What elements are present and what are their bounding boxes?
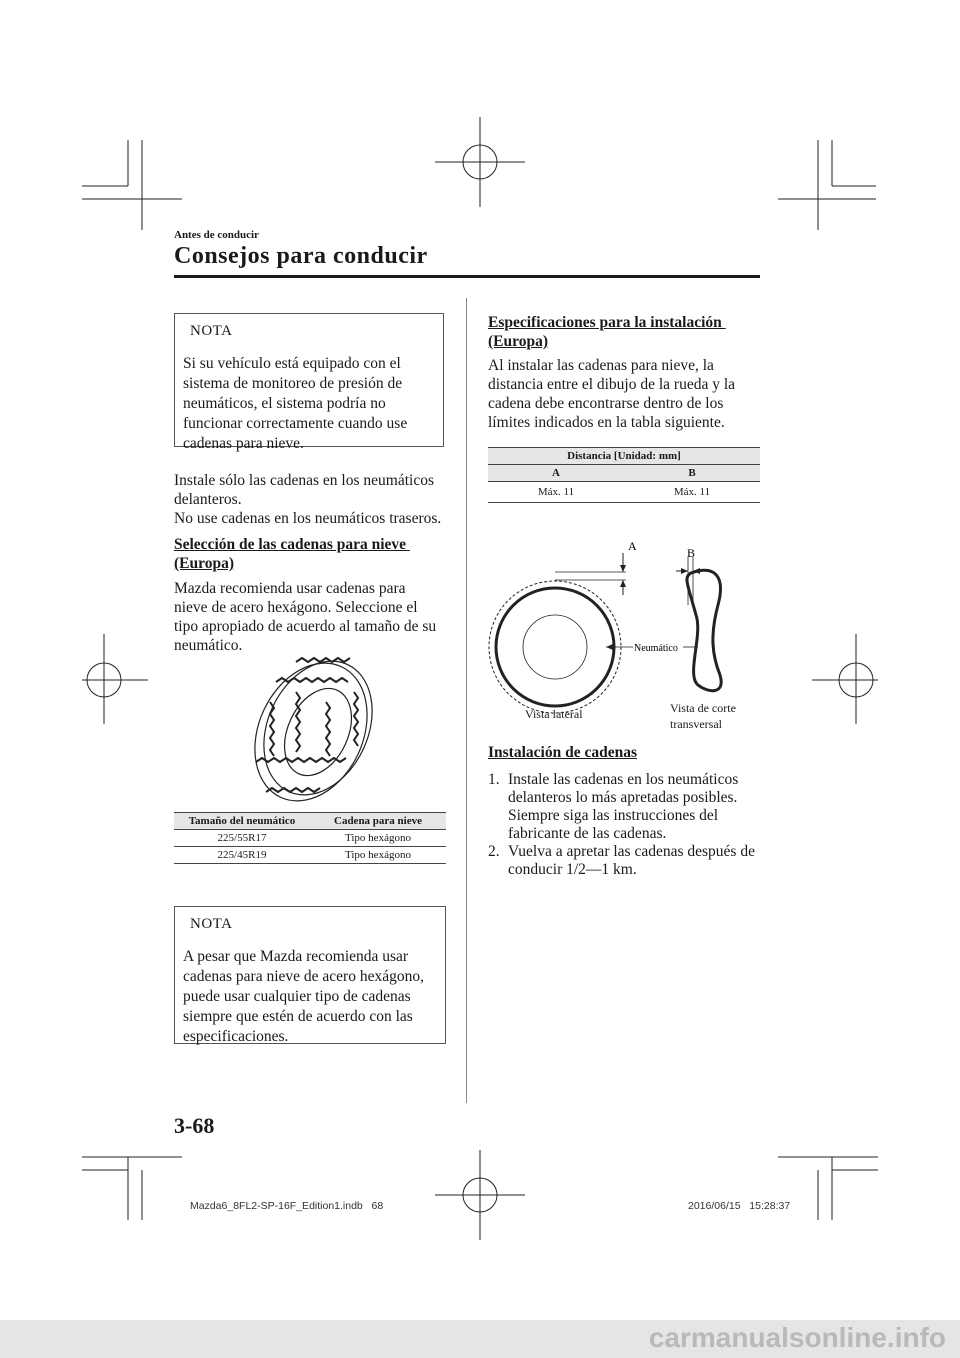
label-side-view: Vista lateral (525, 707, 583, 721)
table-cell: Máx. 11 (488, 482, 624, 503)
snow-chain-illustration (236, 652, 386, 808)
text-line: nieve de acero hexágono. Seleccione el (174, 599, 418, 616)
note-line: cadenas para nieve. (183, 435, 304, 452)
column-divider (466, 298, 467, 1103)
label-cross-section (670, 700, 736, 732)
table-cell: 225/45R19 (174, 847, 310, 864)
page-number: 3-68 (174, 1113, 215, 1138)
text-line: distancia entre el dibujo de la rueda y la (488, 376, 736, 393)
section-label: Antes de conducir (174, 229, 259, 241)
table-row (174, 830, 446, 847)
note-line: funcionar correctamente cuando use (183, 415, 408, 432)
text-line: delanteros. (174, 491, 242, 508)
note-text (183, 354, 443, 454)
heading-chain-selection (174, 535, 410, 573)
page-title: Consejos para conducir (174, 243, 428, 269)
table-header: A (488, 465, 624, 482)
table-header: Tamaño del neumático (174, 813, 310, 830)
table-row (174, 847, 446, 864)
distance-table (488, 447, 760, 503)
tire-size-table (174, 812, 446, 864)
note-line: puede usar cualquier tipo de cadenas (183, 988, 411, 1005)
text-line: cadena debe encontrarse dentro de los (488, 395, 724, 412)
installation-steps (488, 771, 763, 879)
heading-chain-installation: Instalación de cadenas (488, 744, 637, 761)
heading-line: Especificaciones para la instalación (488, 314, 726, 331)
watermark-text: carmanualsonline.info (648, 1322, 946, 1353)
text-line: Mazda recomienda usar cadenas para (174, 580, 406, 597)
step-line: Siempre siga las instrucciones del (508, 807, 719, 824)
note-line: sistema de monitoreo de presión de (183, 375, 403, 392)
list-item (488, 843, 763, 879)
label-a: A (628, 539, 637, 553)
table-header: B (624, 465, 760, 482)
text-line: No use cadenas en los neumáticos traseros. (174, 510, 442, 527)
note-title: NOTA (190, 323, 233, 339)
list-item (488, 771, 763, 843)
note-title: NOTA (190, 916, 233, 932)
text-line: Al instalar las cadenas para nieve, la (488, 357, 714, 374)
step-line: fabricante de las cadenas. (508, 825, 667, 842)
text-line: tipo apropiado de acuerdo al tamaño de su (174, 618, 437, 635)
text-line: Instale sólo las cadenas en los neumáticos (174, 472, 434, 489)
note-box-2 (174, 906, 446, 1044)
label-tire: Neumático (634, 643, 678, 654)
note-line: especificaciones. (183, 1028, 289, 1045)
text-line: límites indicados en la tabla siguiente. (488, 414, 725, 431)
step-line: Vuelva a apretar las cadenas después de (508, 843, 755, 860)
note-line: A pesar que Mazda recomienda usar (183, 948, 409, 965)
heading-line: (Europa) (174, 555, 235, 572)
footer-file: Mazda6_8FL2-SP-16F_Edition1.indb 68 (190, 1200, 384, 1212)
step-number: 1. (488, 771, 500, 788)
step-line: conducir 1/2—1 km. (508, 861, 637, 878)
heading-line: (Europa) (488, 333, 549, 350)
table-row (488, 482, 760, 503)
table-header: Cadena para nieve (310, 813, 446, 830)
watermark-bar (0, 1320, 960, 1358)
table-cell: Tipo hexágono (310, 847, 446, 864)
text-line: neumático. (174, 637, 243, 654)
table-title: Distancia [Unidad: mm] (488, 448, 760, 465)
note-box-1 (174, 313, 444, 452)
note-line: neumáticos, el sistema podría no (183, 395, 386, 412)
table-cell: 225/55R17 (174, 830, 310, 847)
step-line: delanteros lo más apretadas posibles. (508, 789, 738, 806)
step-line: Instale las cadenas en los neumáticos (508, 771, 739, 788)
heading-line: Selección de las cadenas para nieve (174, 536, 410, 553)
table-cell: Máx. 11 (624, 482, 760, 503)
header-rule (174, 275, 760, 278)
note-line: cadenas para nieve de acero hexágono, (183, 968, 424, 985)
note-text (183, 947, 445, 1047)
label-b: B (687, 546, 696, 560)
label-line: transversal (670, 717, 722, 731)
paragraph-distance (488, 356, 763, 432)
label-line: Vista de corte (670, 701, 736, 715)
note-line: Si su vehículo está equipado con el (183, 355, 401, 372)
footer-date: 2016/06/15 15:28:37 (688, 1200, 791, 1212)
heading-install-specs (488, 313, 726, 351)
paragraph-front-tires (174, 471, 464, 528)
paragraph-recommendation (174, 579, 464, 655)
table-cell: Tipo hexágono (310, 830, 446, 847)
step-number: 2. (488, 843, 500, 860)
note-line: siempre que estén de acuerdo con las (183, 1008, 413, 1025)
